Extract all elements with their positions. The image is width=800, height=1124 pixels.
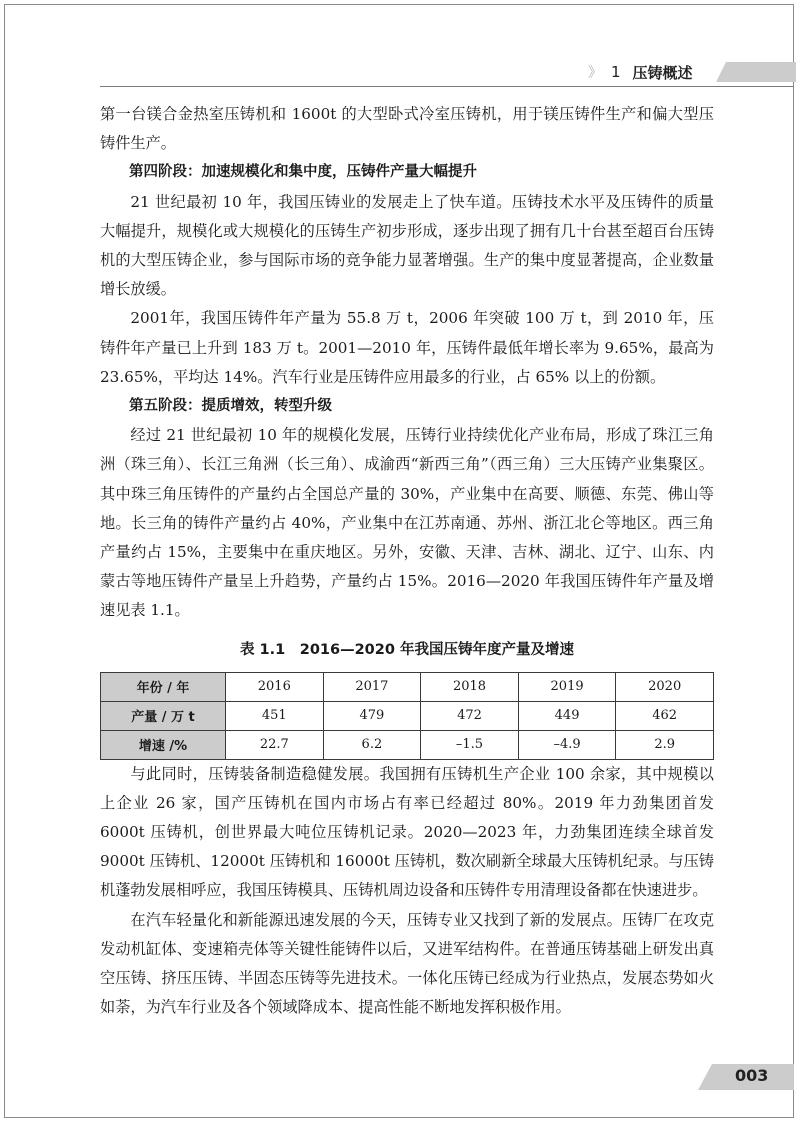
table-cell: –4.9 <box>518 730 616 759</box>
paragraph: 21 世纪最初 10 年，我国压铸业的发展走上了快车道。压铸技术水平及压铸件的质量大幅提升，规模化或大规模化的压铸生产初步形成，逐步出现了拥有几十台甚至超百台压铸机的大型压铸企业，参与国际市场的竞争能力显著增强。生产的集中度显著提高，企业数量增长放缓。 <box>100 192 714 299</box>
table-cell: 2016 <box>226 672 324 701</box>
chapter-title: 压铸概述 <box>632 63 693 82</box>
table-row <box>101 701 714 730</box>
header-tab <box>716 62 796 82</box>
table-cell: 6.2 <box>323 730 421 759</box>
header-rule <box>100 86 794 87</box>
chapter-number: 1 <box>611 63 621 81</box>
paragraph: 第一台镁合金热室压铸机和 1600t 的大型卧式冷室压铸机，用于镁压铸件生产和偏大型压铸件生产。 <box>100 105 714 153</box>
row-header: 年份 / 年 <box>101 672 226 701</box>
data-table-wrapper <box>100 672 714 760</box>
table-cell: 2019 <box>518 672 616 701</box>
table-cell: 22.7 <box>226 730 324 759</box>
table-cell: 2.9 <box>616 730 714 759</box>
paragraph: 2001年，我国压铸件年产量为 55.8 万 t，2006 年突破 100 万 t，到 2010 年，压铸件年产量已上升到 183 万 t。2001—2010 年，压铸件最低年增长率为 9.65%，最高为 23.65%，平均达 14%。汽车行业是压铸件应用最多的行业，占 65% 以上的份额。 <box>100 309 714 386</box>
table-cell: 479 <box>323 701 421 730</box>
running-header <box>588 61 693 83</box>
table-cell: 451 <box>226 701 324 730</box>
section-heading: 第五阶段：提质增效，转型升级 <box>129 398 332 415</box>
table-cell: 2017 <box>323 672 421 701</box>
page-number: 003 <box>735 1066 769 1085</box>
paragraph: 在汽车轻量化和新能源迅速发展的今天，压铸专业又找到了新的发展点。压铸厂在攻克发动机缸体、变速箱壳体等关键性能铸件以后，又进军结构件。在普通压铸基础上研发出真空压铸、挤压压铸、半固态压铸等先进技术。一体化压铸已经成为行业热点，发展态势如火如荼，为汽车行业及各个领域降成本、提高性能不断地发挥积极作用。 <box>100 910 714 1017</box>
table-cell: 472 <box>421 701 519 730</box>
data-table <box>100 672 714 760</box>
table-caption: 表 1.1 2016—2020 年我国压铸年度产量及增速 <box>240 641 574 658</box>
row-header: 增速 /% <box>101 730 226 759</box>
table-cell: 2020 <box>616 672 714 701</box>
table-row <box>101 672 714 701</box>
table-row <box>101 730 714 759</box>
table-cell: 449 <box>518 701 616 730</box>
table-cell: 462 <box>616 701 714 730</box>
main-content <box>100 100 714 1022</box>
row-header: 产量 / 万 t <box>101 701 226 730</box>
chevron-icon: 》 <box>588 65 599 81</box>
paragraph: 经过 21 世纪最初 10 年的规模化发展，压铸行业持续优化产业布局，形成了珠江三角洲（珠三角）、长江三角洲（长三角）、成渝西“新西三角”（西三角）三大压铸产业集聚区。其中珠三角压铸件的产量约占全国总产量的 30%，产业集中在高要、顺德、东莞、佛山等地。长三角的铸件产量约占 40%，产业集中在江苏南通、苏州、浙江北仑等地区。西三角产量约占 15%，主要集中在重庆地区。另外，安徽、天津、吉林、湖北、辽宁、山东、内蒙古等地压铸件产量呈上升趋势，产量约占 15%。2016—2020 年我国压铸件年产量及增速见表 1.1。 <box>100 426 714 620</box>
paragraph: 与此同时，压铸装备制造稳健发展。我国拥有压铸机生产企业 100 余家，其中规模以上企业 26 家，国产压铸机在国内市场占有率已经超过 80%。2019 年力劲集团首发 6000t 压铸机，创世界最大吨位压铸机记录。2020—2023 年，力劲集团连续全球首发 9000t 压铸机、12000t 压铸机和 16000t 压铸机，数次刷新全球最大压铸机纪录。与压铸机蓬勃发展相呼应，我国压铸模具、压铸机周边设备和压铸件专用清理设备都在快速进步。 <box>100 764 714 900</box>
table-cell: –1.5 <box>421 730 519 759</box>
table-cell: 2018 <box>421 672 519 701</box>
section-heading: 第四阶段：加速规模化和集中度，压铸件产量大幅提升 <box>129 164 477 181</box>
